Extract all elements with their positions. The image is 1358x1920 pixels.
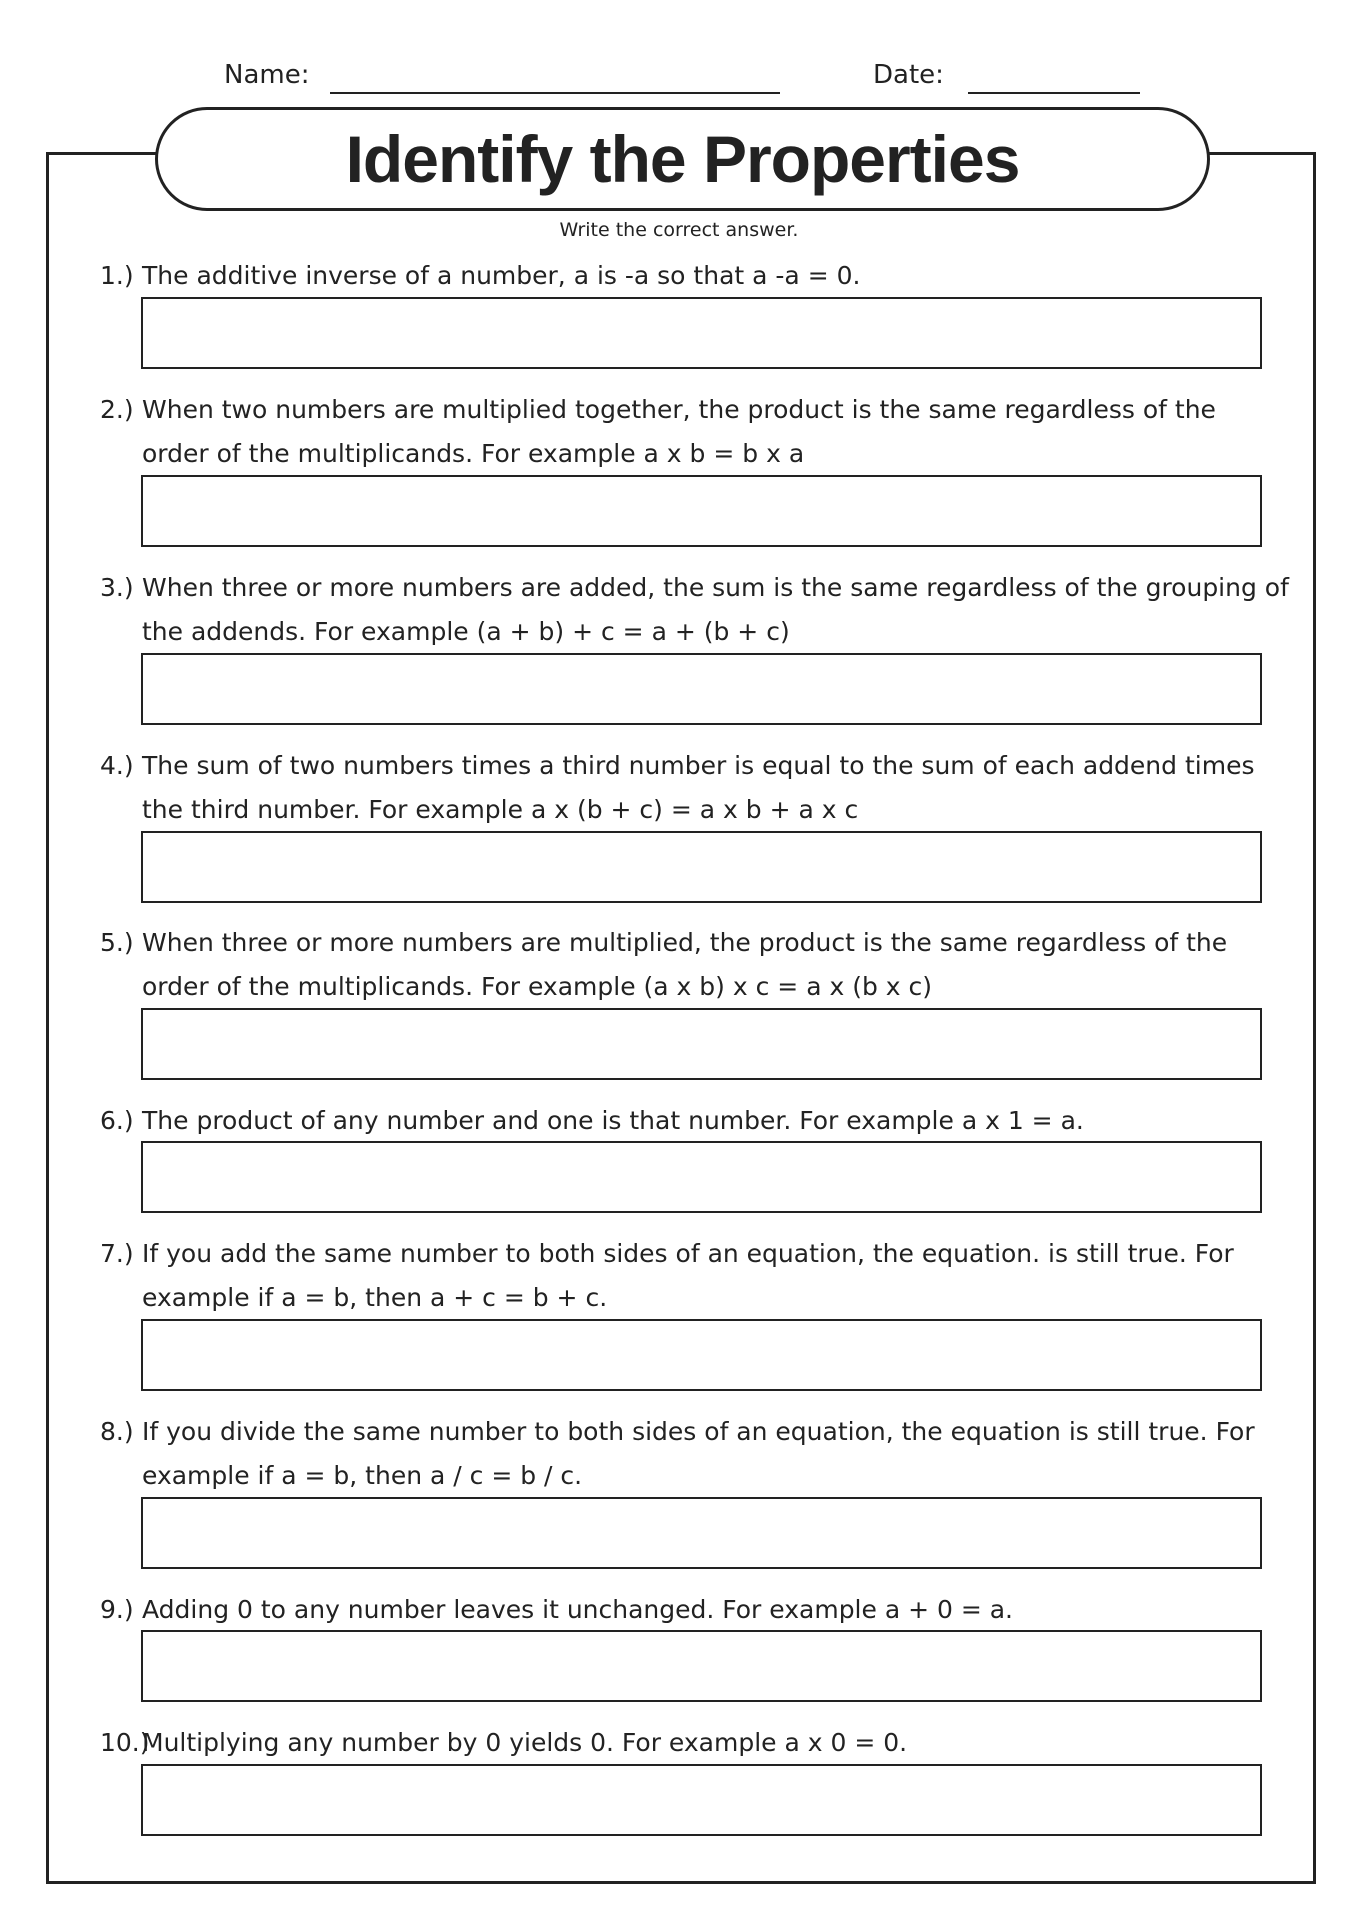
answer-box[interactable] bbox=[141, 1764, 1262, 1836]
header-row bbox=[0, 56, 1358, 100]
question-text: The additive inverse of a number, a is -a so that a -a = 0. bbox=[142, 261, 861, 290]
answer-box[interactable] bbox=[141, 1630, 1262, 1702]
answer-box[interactable] bbox=[141, 1008, 1262, 1080]
date-field[interactable] bbox=[968, 92, 1140, 94]
question-number: 3.) bbox=[100, 573, 134, 602]
question-text: Adding 0 to any number leaves it unchanged. For example a + 0 = a. bbox=[142, 1595, 1014, 1624]
question-text: When three or more numbers are added, the sum is the same regardless of the grouping of the addends. For example (a + b) + c = a + (b + c) bbox=[142, 573, 1289, 646]
question-text: If you divide the same number to both sides of an equation, the equation is still true. For example if a = b, then a / c = b / c. bbox=[142, 1417, 1255, 1490]
answer-box[interactable] bbox=[141, 1141, 1262, 1213]
question-number: 4.) bbox=[100, 751, 134, 780]
date-label: Date: bbox=[873, 60, 944, 90]
question-number: 1.) bbox=[100, 261, 134, 290]
question-text: When two numbers are multiplied together, the product is the same regardless of the order of the multiplicands. For example a x b = b x a bbox=[142, 395, 1216, 468]
question-number: 6.) bbox=[100, 1106, 134, 1135]
question-text: The sum of two numbers times a third number is equal to the sum of each addend times the third number. For example a x (b + c) = a x b + a x c bbox=[142, 751, 1255, 824]
question-number: 8.) bbox=[100, 1417, 134, 1446]
answer-box[interactable] bbox=[141, 653, 1262, 725]
question-number: 10.) bbox=[100, 1728, 150, 1757]
answer-box[interactable] bbox=[141, 1497, 1262, 1569]
question-text: The product of any number and one is that number. For example a x 1 = a. bbox=[142, 1106, 1084, 1135]
title-banner bbox=[155, 107, 1210, 211]
answer-box[interactable] bbox=[141, 1319, 1262, 1391]
name-label: Name: bbox=[224, 60, 310, 90]
question-text: Multiplying any number by 0 yields 0. For example a x 0 = 0. bbox=[142, 1728, 908, 1757]
name-field[interactable] bbox=[330, 92, 780, 94]
answer-box[interactable] bbox=[141, 297, 1262, 369]
instruction-text: Write the correct answer. bbox=[559, 219, 799, 241]
page-title: Identify the Properties bbox=[345, 122, 1020, 196]
answer-box[interactable] bbox=[141, 475, 1262, 547]
question-number: 7.) bbox=[100, 1239, 134, 1268]
question-text: If you add the same number to both sides of an equation, the equation. is still true. For example if a = b, then a + c = b + c. bbox=[142, 1239, 1234, 1312]
answer-box[interactable] bbox=[141, 831, 1262, 903]
question-number: 9.) bbox=[100, 1595, 134, 1624]
question-number: 2.) bbox=[100, 395, 134, 424]
question-text: When three or more numbers are multiplied, the product is the same regardless of the order of the multiplicands. For example (a x b) x c = a x (b x c) bbox=[142, 928, 1228, 1001]
question-number: 5.) bbox=[100, 928, 134, 957]
